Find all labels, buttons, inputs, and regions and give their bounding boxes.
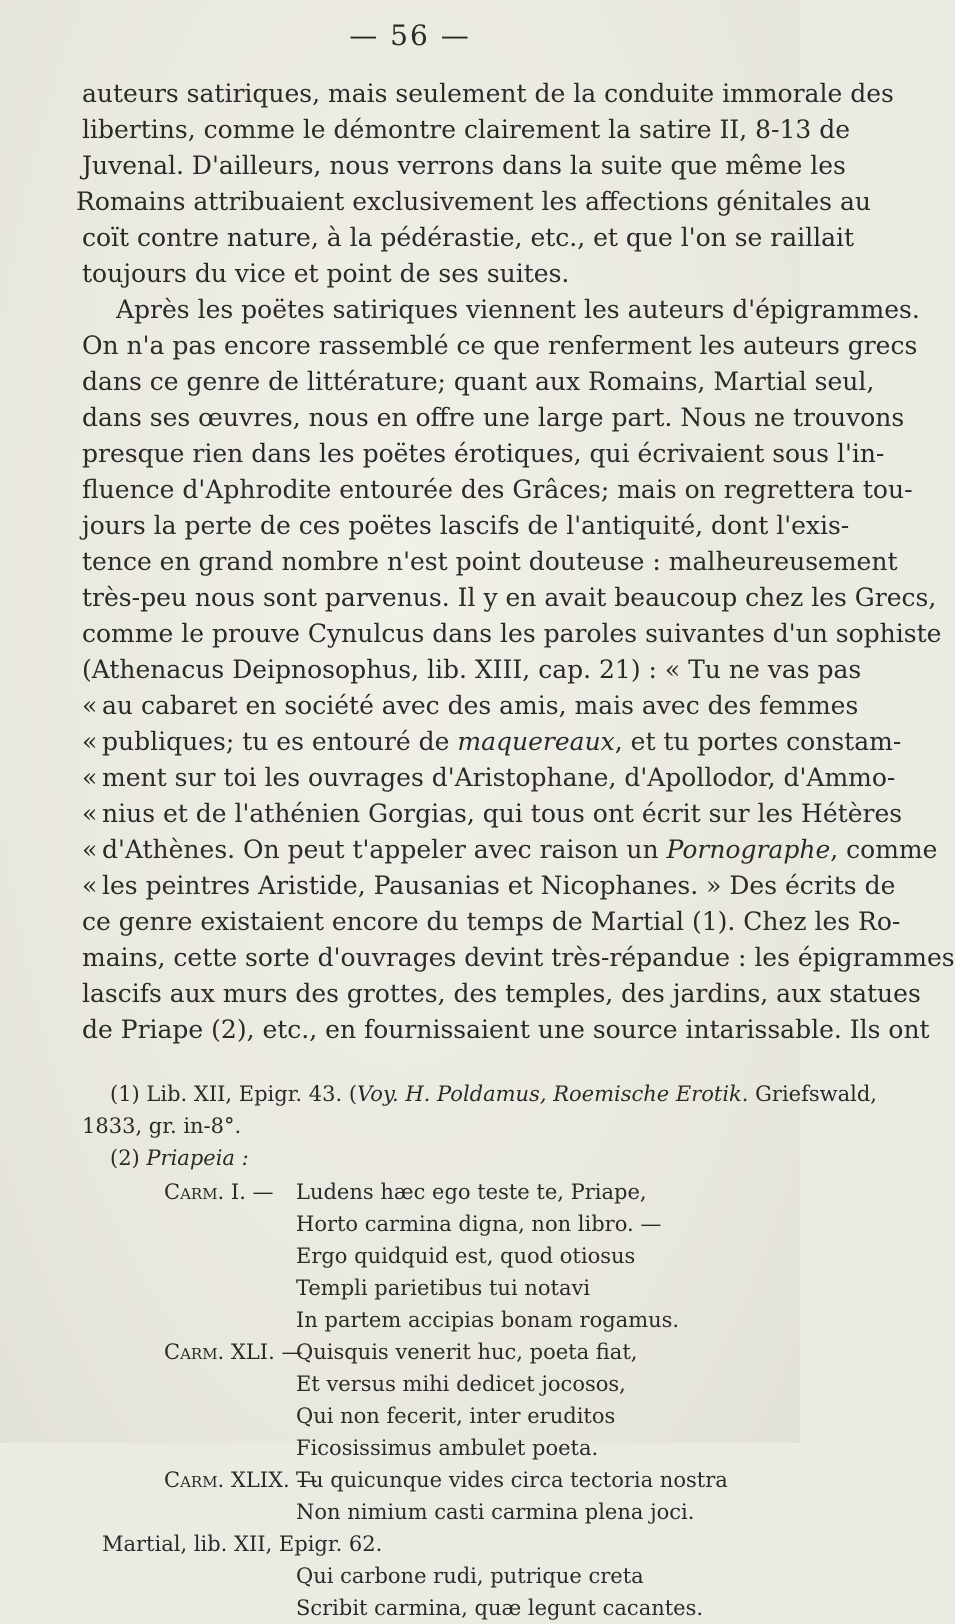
footnote-2: (2) Priapeia :: [110, 1146, 249, 1170]
verse-line: In partem accipias bonam rogamus.: [296, 1308, 680, 1332]
quote-line: « au cabaret en société avec des amis, mais avec des femmes: [82, 691, 859, 720]
verse-line: Carm. XLIX. —Tu quicunque vides circa tectoria nostra: [164, 1468, 728, 1492]
quote-line: « nius et de l'athénien Gorgias, qui tous ont écrit sur les Hétères: [82, 799, 903, 828]
text-line: très-peu nous sont parvenus. Il y en avait beaucoup chez les Grecs,: [82, 583, 937, 612]
quote-line: « publiques; tu es entouré de maquereaux, et tu portes constam-: [82, 727, 902, 756]
text-line: presque rien dans les poëtes érotiques, qui écrivaient sous l'in-: [82, 439, 885, 468]
footnote-1-continued: 1833, gr. in-8°.: [82, 1114, 242, 1138]
verse-line: Qui non fecerit, inter eruditos: [296, 1404, 616, 1428]
text-line: dans ses œuvres, nous en offre une large part. Nous ne trouvons: [82, 403, 905, 432]
page-number: — 56 —: [349, 19, 471, 52]
main-text: [76, 76, 955, 1048]
verse-line: Horto carmina digna, non libro. —: [296, 1212, 662, 1236]
text-line: comme le prouve Cynulcus dans les paroles suivantes d'un sophiste: [82, 619, 942, 648]
verse-line: Ficosissimus ambulet poeta.: [296, 1436, 599, 1460]
text-line: coït contre nature, à la pédérastie, etc., et que l'on se raillait: [82, 223, 855, 252]
verse-line: Qui carbone rudi, putrique creta: [296, 1564, 644, 1588]
footnotes: [82, 1078, 877, 1624]
quote-line: « ment sur toi les ouvrages d'Aristophane, d'Apollodor, d'Ammo-: [82, 763, 896, 792]
verse-line: Ergo quidquid est, quod otiosus: [296, 1244, 636, 1268]
text-line: Après les poëtes satiriques viennent les auteurs d'épigrammes.: [116, 295, 920, 324]
text-line: toujours du vice et point de ses suites.: [82, 259, 570, 288]
verse-line: Et versus mihi dedicet jocosos,: [296, 1372, 626, 1396]
text-line: libertins, comme le démontre clairement la satire II, 8-13 de: [82, 115, 851, 144]
priapeia-verses: [82, 1176, 768, 1624]
text-line: On n'a pas encore rassemblé ce que renferment les auteurs grecs: [82, 331, 918, 360]
verse-line: Carm. I. — Ludens hæc ego teste te, Priape,: [164, 1180, 647, 1204]
text-line: ce genre existaient encore du temps de Martial (1). Chez les Ro-: [82, 907, 901, 936]
text-line: Romains attribuaient exclusivement les affections génitales au: [76, 187, 871, 216]
text-line: fluence d'Aphrodite entourée des Grâces; mais on regrettera tou-: [82, 475, 913, 504]
text-line: lascifs aux murs des grottes, des temples, des jardins, aux statues: [82, 979, 921, 1008]
footnote-1: (1) Lib. XII, Epigr. 43. (Voy. H. Poldamus, Roemische Erotik. Griefswald,: [110, 1082, 877, 1106]
verse-line: Non nimium casti carmina plena joci.: [296, 1500, 695, 1524]
quote-line: « d'Athènes. On peut t'appeler avec raison un Pornographe, comme: [82, 835, 938, 864]
verse-line: Carm. XLI. —Quisquis venerit huc, poeta fiat,: [164, 1340, 638, 1364]
text-line: mains, cette sorte d'ouvrages devint très-répandue : les épigrammes: [82, 943, 955, 972]
text-line: Juvenal. D'ailleurs, nous verrons dans la suite que même les: [82, 151, 846, 180]
text-line: dans ce genre de littérature; quant aux Romains, Martial seul,: [82, 367, 875, 396]
text-line: jours la perte de ces poëtes lascifs de l'antiquité, dont l'exis-: [82, 511, 850, 540]
quote-line: « les peintres Aristide, Pausanias et Nicophanes. » Des écrits de: [82, 871, 896, 900]
verse-line: Scribit carmina, quæ legunt cacantes.: [296, 1596, 704, 1620]
verse-line: Templi parietibus tui notavi: [296, 1276, 591, 1300]
text-line: de Priape (2), etc., en fournissaient une source intarissable. Ils ont: [82, 1015, 930, 1044]
verse-source: Martial, lib. XII, Epigr. 62.: [102, 1532, 383, 1556]
text-line: (Athenacus Deipnosophus, lib. XIII, cap. 21) : « Tu ne vas pas: [82, 655, 862, 684]
text-line: auteurs satiriques, mais seulement de la conduite immorale des: [82, 79, 894, 108]
text-line: tence en grand nombre n'est point douteuse : malheureusement: [82, 547, 898, 576]
